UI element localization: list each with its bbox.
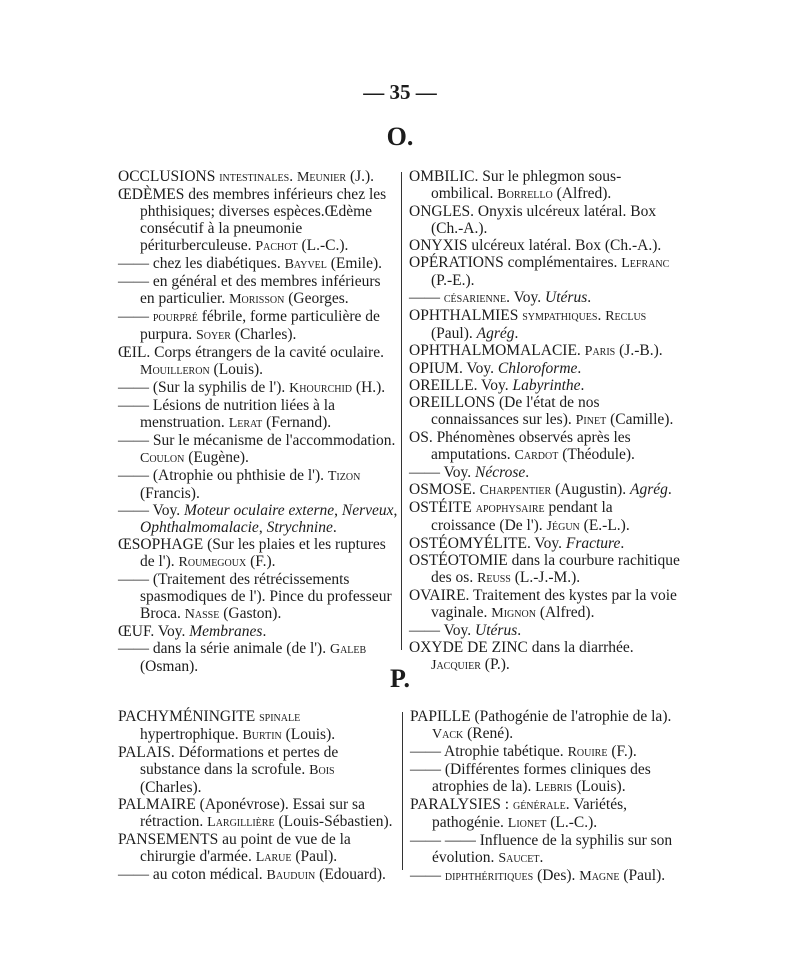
index-entry xyxy=(409,481,681,499)
entry-text: ŒSOPHAGE (Sur les plaies et les ruptures de l'). xyxy=(118,536,386,570)
entry-text: OMBILIC. Sur le phlegmon sous-ombilical. xyxy=(409,168,622,202)
cross-reference-text: Utérus xyxy=(475,622,518,639)
cross-reference-text: Membranes xyxy=(189,623,263,640)
cross-reference-text: Nerveux xyxy=(341,502,394,519)
author-name: Bayvel xyxy=(284,257,327,272)
column-divider xyxy=(401,172,402,650)
author-name: Cardot xyxy=(514,448,559,463)
entry-text: ŒUF. Voy. xyxy=(118,623,190,640)
index-entry xyxy=(118,168,398,186)
entry-text: OSTÉOMYÉLITE. Voy. xyxy=(409,535,566,552)
entry-text: —— (Traitement des rétrécissements spasmodiques de l'). Pince du professeur Broca. xyxy=(118,571,392,622)
index-entry xyxy=(410,743,682,761)
entry-text: (Francis). xyxy=(140,485,200,502)
index-entry xyxy=(118,344,398,379)
author-name: Soyer xyxy=(195,328,231,343)
index-entry xyxy=(409,377,681,394)
index-entry xyxy=(409,535,681,552)
entry-text: —— Voy. xyxy=(409,622,476,639)
author-name: Charpentier xyxy=(479,483,552,498)
entry-text: . xyxy=(587,289,592,306)
entry-text: —— en général et des membres inférieurs en particulier. xyxy=(118,273,381,307)
entry-text: . xyxy=(667,481,672,498)
entry-text: OPHTHALMIES xyxy=(409,307,523,324)
entry-text: (Louis-Sébastien). xyxy=(274,813,393,830)
author-name: Reuss xyxy=(477,571,511,586)
entry-text: (L.-C.). xyxy=(297,237,349,254)
cross-reference-text: Agrég xyxy=(630,481,668,498)
author-name: Coulon xyxy=(140,451,185,466)
entry-text: (L.-J.-M.). xyxy=(510,569,581,586)
entry-text: hypertrophique. xyxy=(140,726,243,743)
index-entry xyxy=(409,237,681,254)
author-name: Mignon xyxy=(491,606,536,621)
index-entry xyxy=(409,429,681,464)
entry-text: (Emile). xyxy=(326,255,382,272)
entry-text: . Variétés, pathogénie. xyxy=(432,796,628,831)
entry-text: PAPILLE (Pathogénie de l'atrophie de la). xyxy=(410,708,672,725)
cross-reference-text: Moteur oculaire externe xyxy=(184,502,335,519)
entry-text: . xyxy=(332,519,337,536)
author-name: diphthéritiques xyxy=(444,869,534,884)
entry-text: . xyxy=(620,535,625,552)
entry-text: (Louis). xyxy=(281,726,336,743)
index-entry xyxy=(118,308,398,344)
entry-text: (Des). xyxy=(533,867,580,884)
section-letter-p: P. xyxy=(390,664,410,693)
author-name: Tizon xyxy=(327,469,361,484)
cross-reference-text: Utérus xyxy=(545,289,588,306)
author-name: Reclus xyxy=(605,309,647,324)
index-entry xyxy=(410,761,682,796)
o-left-column xyxy=(118,168,398,675)
entry-text: . Voy. xyxy=(506,289,546,306)
entry-text: (René). xyxy=(463,725,514,742)
p-right-column xyxy=(410,708,682,885)
section-letter-o: O. xyxy=(386,122,414,151)
p-left-column xyxy=(118,708,400,884)
entry-text: —— xyxy=(118,308,153,325)
index-entry xyxy=(118,708,400,744)
entry-text: fébrile, forme particulière de purpura. xyxy=(140,308,380,343)
entry-text: (Fernand). xyxy=(262,414,332,431)
author-name: Pachot xyxy=(255,239,298,254)
entry-text: PANSEMENTS au point de vue de la chirurgie d'armée. xyxy=(118,831,351,865)
entry-text: ONYXIS ulcéreux latéral. Box (Ch.-A.). xyxy=(409,237,662,254)
author-name: Lionet xyxy=(507,816,547,831)
o-right-column xyxy=(409,168,681,674)
author-name: Saucet xyxy=(498,851,540,866)
index-entry xyxy=(118,432,398,467)
entry-text: (Edouard). xyxy=(315,866,386,883)
entry-text: —— au coton médical. xyxy=(118,866,267,883)
entry-text: (J.). xyxy=(346,168,375,185)
entry-text: (Théodule). xyxy=(558,446,635,463)
cross-reference-text: Strychnine xyxy=(266,519,333,536)
author-name: Bois xyxy=(309,763,335,778)
entry-text: —— chez les diabétiques. xyxy=(118,255,285,272)
entry-text: (Alfred). xyxy=(552,185,612,202)
entry-text: (Paul). xyxy=(431,325,477,342)
entry-text: . xyxy=(525,464,530,481)
entry-text: (F.). xyxy=(246,553,276,570)
entry-text: —— dans la série animale (de l'). xyxy=(118,640,330,657)
author-name: Largillière xyxy=(207,815,275,830)
cross-reference-text: Nécrose xyxy=(475,464,526,481)
index-entry xyxy=(118,186,398,255)
entry-text: (L.-C.). xyxy=(546,814,598,831)
author-name: spinale xyxy=(259,710,301,725)
entry-text: OS. Phénomènes observés après les amputations. xyxy=(409,429,631,463)
author-name: générale xyxy=(512,798,566,813)
entry-text: , xyxy=(393,502,398,519)
entry-text: . xyxy=(517,622,522,639)
author-name: pourpré xyxy=(152,310,198,325)
index-entry xyxy=(118,397,398,432)
entry-text: —— xyxy=(409,289,444,306)
entry-text: (Georges. xyxy=(284,290,349,307)
index-entry xyxy=(118,831,400,866)
entry-text: —— Voy. xyxy=(118,502,185,519)
index-entry xyxy=(118,866,400,884)
entry-text: OPIUM. Voy. xyxy=(409,360,498,377)
entry-text: OSTÉOTOMIE dans la courbure rachitique des os. xyxy=(409,552,680,586)
index-entry xyxy=(409,289,681,307)
entry-text: —— Lésions de nutrition liées à la menstruation. xyxy=(118,397,335,431)
entry-text: —— xyxy=(410,867,445,884)
author-name: Vack xyxy=(432,727,464,742)
entry-text: PARALYSIES : xyxy=(410,796,513,813)
author-name: Magne xyxy=(579,869,620,884)
entry-text: , xyxy=(258,519,267,536)
index-entry xyxy=(409,394,681,429)
entry-text: . xyxy=(289,168,297,185)
entry-text: (Louis). xyxy=(572,778,626,795)
author-name: Lefranc xyxy=(621,256,670,271)
entry-text: PACHYMÉNINGITE xyxy=(118,708,260,725)
entry-text: —— —— Influence de la syphilis sur son évolution. xyxy=(410,832,673,866)
author-name: Meunier xyxy=(296,170,347,185)
entry-text: OREILLE. Voy. xyxy=(409,377,513,394)
index-entry xyxy=(409,168,681,203)
entry-text: OREILLONS (De l'état de nos connaissances sur les). xyxy=(409,394,600,428)
cross-reference-text: Fracture xyxy=(565,535,621,552)
entry-text: . xyxy=(580,377,585,394)
entry-text: ŒIL. Corps étrangers de la cavité oculaire. xyxy=(118,344,384,361)
entry-text: OPÉRATIONS complémentaires. xyxy=(409,254,622,271)
index-entry xyxy=(118,623,398,640)
index-entry xyxy=(118,379,398,397)
entry-text: , xyxy=(334,502,342,519)
author-name: Morisson xyxy=(229,292,285,307)
entry-text: pendant la croissance (De l'). xyxy=(431,499,613,534)
column-divider xyxy=(402,712,403,870)
entry-text: . xyxy=(514,325,519,342)
entry-text: (J.-B.). xyxy=(615,342,663,359)
entry-text: —— (Différentes formes cliniques des atrophies de la). xyxy=(410,761,651,795)
entry-text: . xyxy=(597,307,606,324)
index-entry xyxy=(410,796,682,832)
index-entry xyxy=(409,587,681,622)
index-entry xyxy=(118,744,400,796)
entry-text: (Alfred). xyxy=(535,604,595,621)
index-entry xyxy=(410,832,682,867)
author-name: apophysaire xyxy=(475,501,545,516)
author-name: Jacquier xyxy=(431,658,481,673)
author-name: Nasse xyxy=(184,607,220,622)
entry-text: OVAIRE. Traitement des kystes par la voie vaginale. xyxy=(409,587,677,621)
entry-text: (Eugène). xyxy=(184,449,249,466)
entry-text: (F.). xyxy=(607,743,637,760)
index-entry xyxy=(118,796,400,831)
entry-text: . xyxy=(262,623,267,640)
author-name: Lerat xyxy=(228,416,263,431)
entry-text: (Charles). xyxy=(140,779,202,796)
index-entry xyxy=(409,499,681,535)
index-entry xyxy=(409,552,681,587)
cross-reference-text: Chloroforme xyxy=(497,360,578,377)
author-name: Borrello xyxy=(497,187,553,202)
index-entry xyxy=(409,360,681,377)
index-entry xyxy=(409,342,681,360)
index-entry xyxy=(410,867,682,885)
index-entry xyxy=(118,273,398,308)
index-entry xyxy=(118,571,398,623)
cross-reference-text: Ophthalmomalacie xyxy=(140,519,259,536)
author-name: sympathiques xyxy=(522,309,598,324)
entry-text: . xyxy=(577,360,582,377)
author-name: Burtin xyxy=(242,728,282,743)
entry-text: (Louis). xyxy=(209,361,264,378)
index-entry xyxy=(409,254,681,289)
index-entry xyxy=(409,203,681,237)
entry-text: —— Voy. xyxy=(409,464,476,481)
index-entry xyxy=(409,307,681,342)
entry-text: (H.). xyxy=(352,379,386,396)
page-number: — 35 — xyxy=(363,80,437,104)
author-name: Galeb xyxy=(329,642,367,657)
author-name: Rouire xyxy=(567,745,608,760)
index-entry xyxy=(409,622,681,639)
author-name: Lebris xyxy=(535,780,573,795)
entry-text: ŒDÈMES des membres inférieurs chez les phthisiques; diverses espèces.Œdème consécutif à la pneumonie périturberculeuse. xyxy=(118,186,387,254)
entry-text: ONGLES. Onyxis ulcéreux latéral. Box (Ch.-A.). xyxy=(409,203,657,237)
index-entry xyxy=(410,708,682,743)
author-name: Khourchid xyxy=(289,381,353,396)
entry-text: (Camille). xyxy=(606,411,674,428)
entry-text: (P.-E.). xyxy=(431,272,475,289)
entry-text: (Paul). xyxy=(291,848,338,865)
entry-text: . xyxy=(539,849,544,866)
author-name: Bauduin xyxy=(266,868,316,883)
entry-text: —— Sur le mécanisme de l'accommodation. xyxy=(118,432,396,449)
entry-text: —— (Sur la syphilis de l'). xyxy=(118,379,290,396)
index-entry xyxy=(118,467,398,502)
author-name: Larue xyxy=(255,850,292,865)
index-entry xyxy=(118,502,398,536)
entry-text: OSMOSE. xyxy=(409,481,480,498)
author-name: Paris xyxy=(584,344,616,359)
author-name: Pinet xyxy=(575,413,607,428)
cross-reference-text: Agrég xyxy=(476,325,515,342)
index-entry xyxy=(118,536,398,571)
entry-text: (Charles). xyxy=(230,326,297,343)
entry-text: PALAIS. Déformations et pertes de substance dans la scrofule. xyxy=(118,744,339,778)
entry-text: OXYDE DE ZINC dans la diarrhée. xyxy=(409,639,634,656)
entry-text: (E.-L.). xyxy=(579,517,630,534)
index-entry xyxy=(118,255,398,273)
author-name: intestinales xyxy=(219,170,290,185)
index-entry xyxy=(409,464,681,481)
entry-text: —— (Atrophie ou phthisie de l'). xyxy=(118,467,328,484)
author-name: Roumegoux xyxy=(178,555,247,570)
entry-text: OCCLUSIONS xyxy=(118,168,220,185)
entry-text: OSTÉITE xyxy=(409,499,476,516)
author-name: Mouilleron xyxy=(140,363,210,378)
entry-text: PALMAIRE (Aponévrose). Essai sur sa rétraction. xyxy=(118,796,365,830)
entry-text: (Paul). xyxy=(619,867,666,884)
entry-text: (P.). xyxy=(480,656,510,673)
cross-reference-text: Labyrinthe xyxy=(512,377,581,394)
entry-text: OPHTHALMOMALACIE. xyxy=(409,342,585,359)
author-name: Jégun xyxy=(546,519,580,534)
entry-text: (Augustin). xyxy=(551,481,630,498)
author-name: césarienne xyxy=(443,291,507,306)
entry-text: (Osman). xyxy=(140,658,199,675)
entry-text: (Gaston). xyxy=(219,605,282,622)
entry-text: —— Atrophie tabétique. xyxy=(410,743,568,760)
